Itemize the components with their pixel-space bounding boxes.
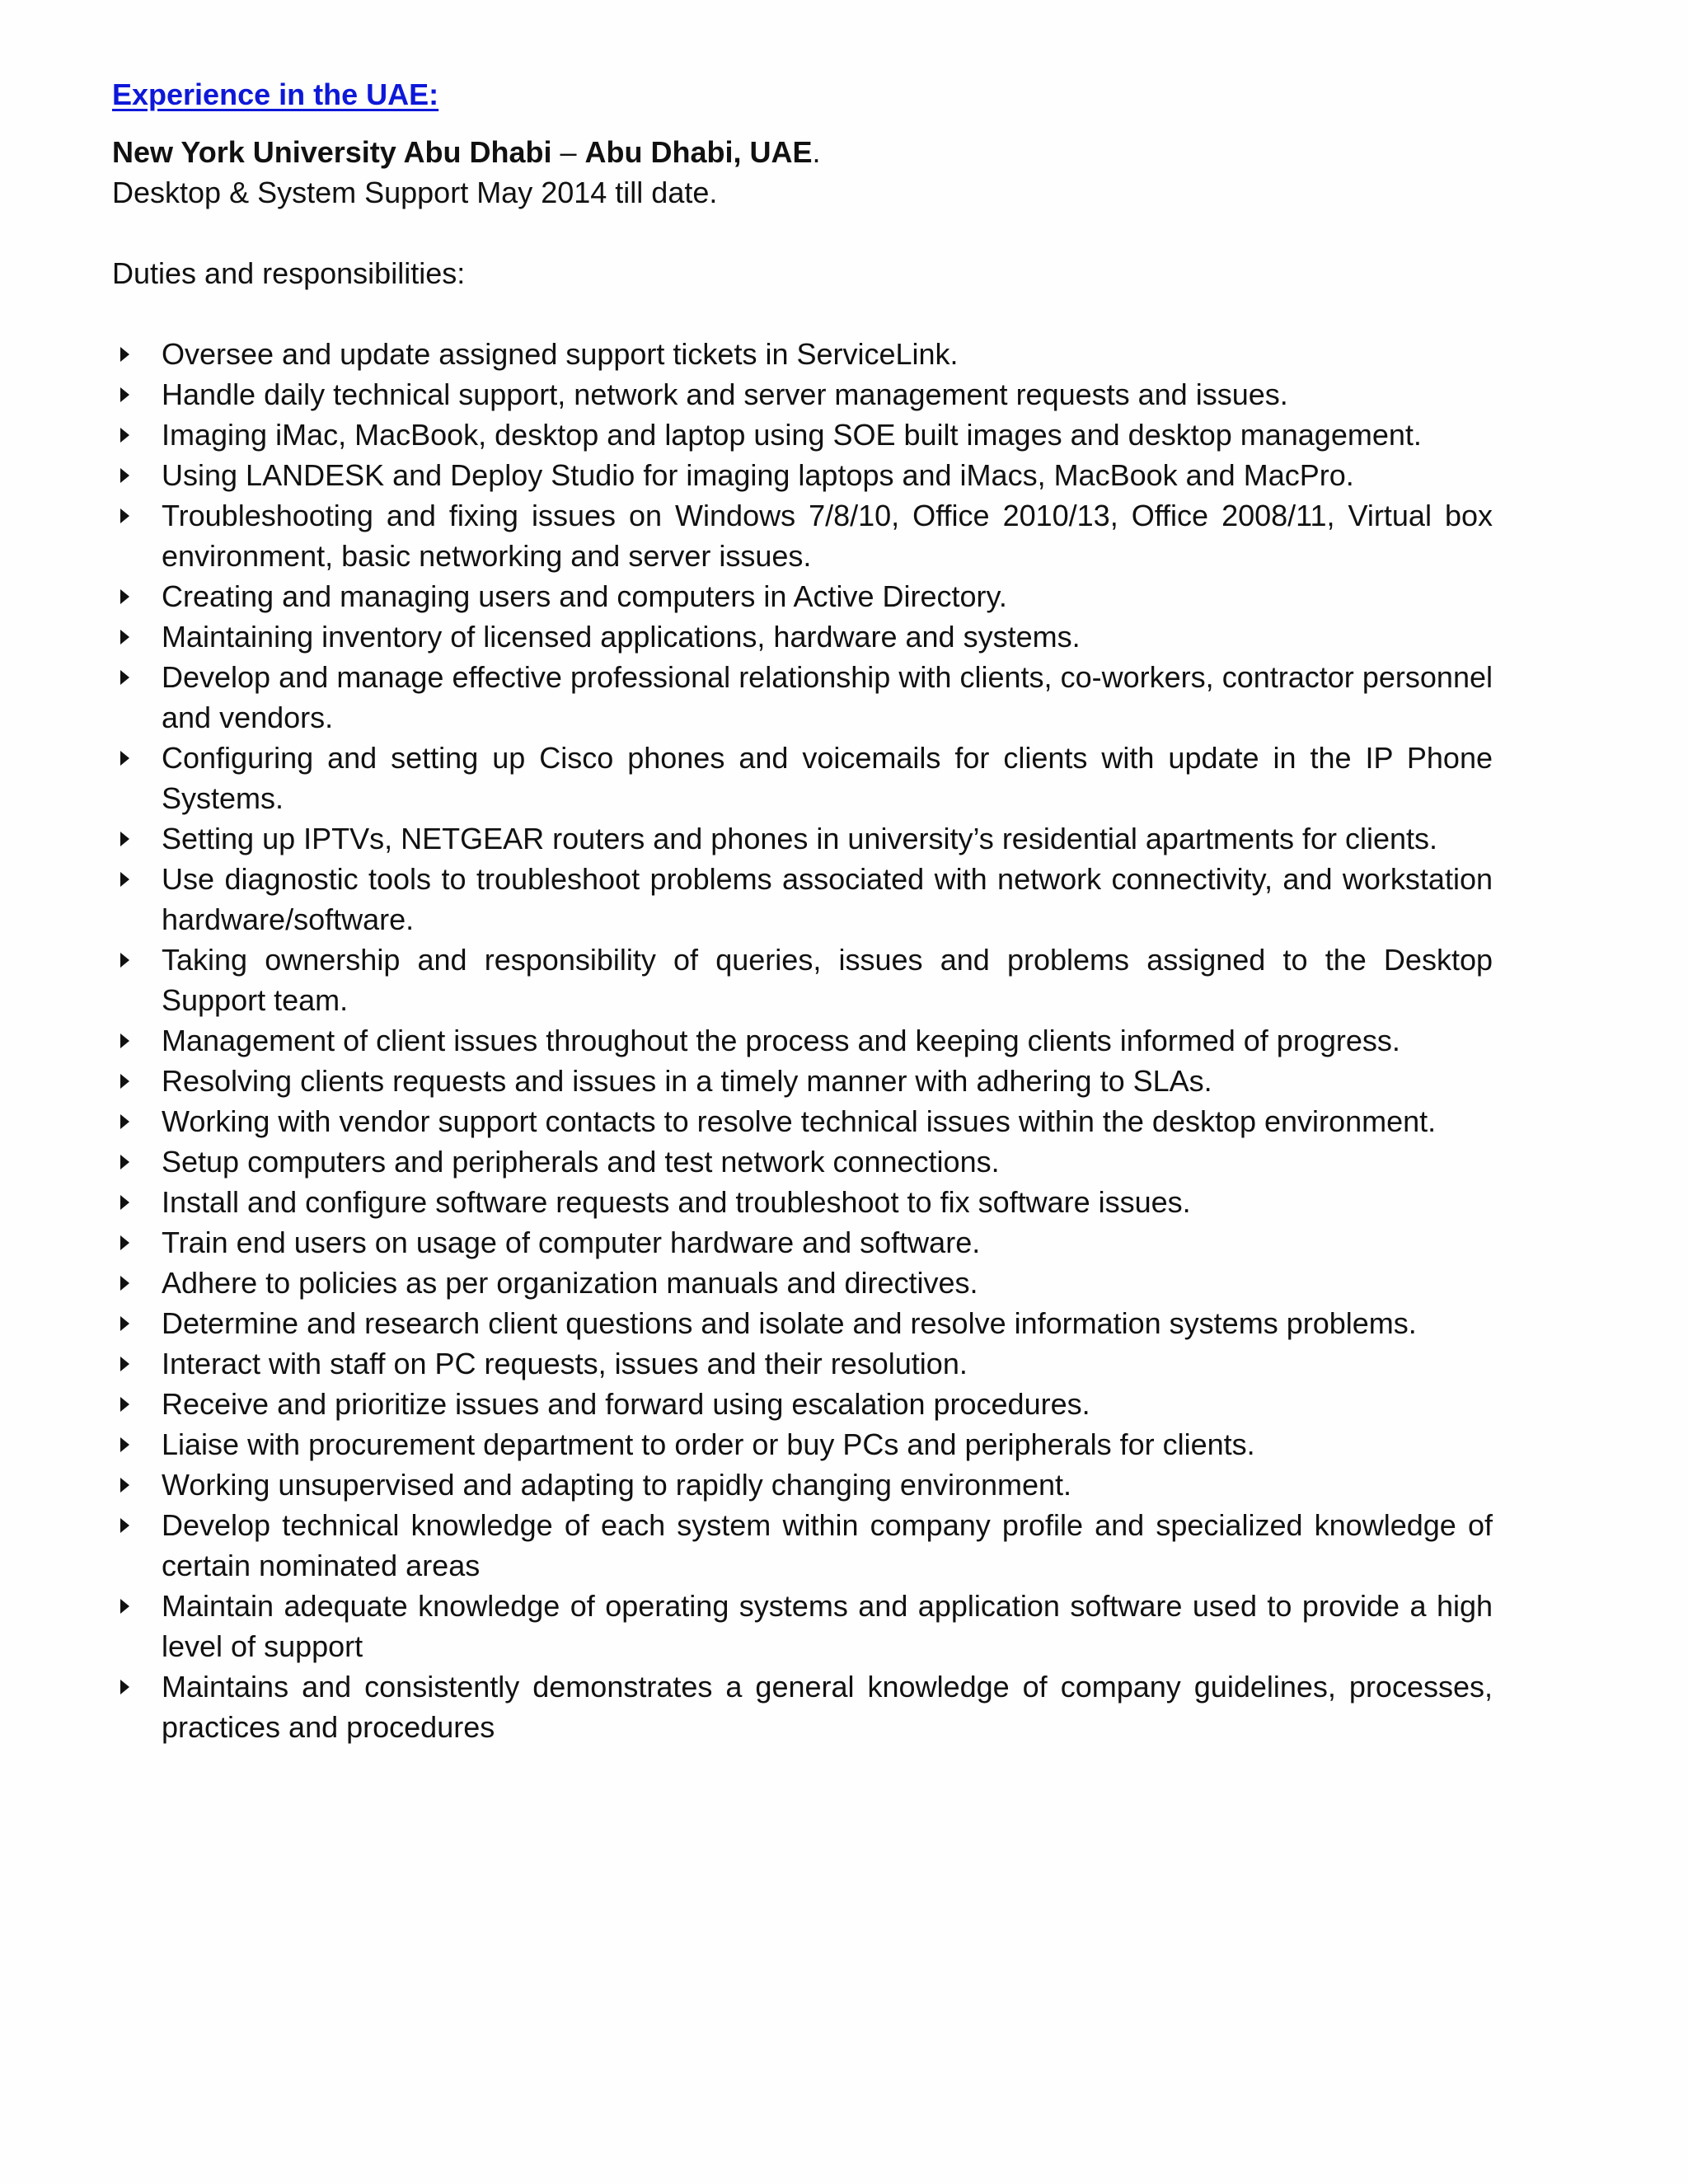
list-item: [112, 859, 1493, 940]
triangle-bullet-icon: [120, 1033, 129, 1048]
list-item: [112, 1384, 1493, 1424]
triangle-bullet-icon: [120, 1680, 129, 1694]
duty-text: Adhere to policies as per organization manuals and directives.: [162, 1266, 978, 1300]
employer-separator: –: [551, 135, 585, 169]
duty-text: Receive and prioritize issues and forward using escalation procedures.: [162, 1387, 1090, 1421]
list-item: [112, 1465, 1493, 1505]
triangle-bullet-icon: [120, 1114, 129, 1129]
duties-list: [112, 334, 1493, 1747]
list-item: [112, 1263, 1493, 1303]
duty-text: Troubleshooting and fixing issues on Windows 7/8/10, Office 2010/13, Office 2008/11, Virtual box environment, basic networking and server issues.: [162, 499, 1493, 573]
triangle-bullet-icon: [120, 1518, 129, 1533]
list-item: [112, 495, 1493, 576]
list-item: [112, 1666, 1493, 1747]
list-item: [112, 1303, 1493, 1343]
list-item: [112, 616, 1493, 657]
duty-text: Oversee and update assigned support tickets in ServiceLink.: [162, 337, 959, 371]
duty-text: Using LANDESK and Deploy Studio for imaging laptops and iMacs, MacBook and MacPro.: [162, 458, 1354, 492]
triangle-bullet-icon: [120, 1357, 129, 1371]
duty-text: Configuring and setting up Cisco phones and voicemails for clients with update in the IP Phone Systems.: [162, 741, 1493, 815]
list-item: [112, 1061, 1493, 1101]
list-item: [112, 455, 1493, 495]
duty-text: Interact with staff on PC requests, issues and their resolution.: [162, 1347, 968, 1380]
list-item: [112, 1101, 1493, 1141]
triangle-bullet-icon: [120, 1397, 129, 1412]
triangle-bullet-icon: [120, 1235, 129, 1250]
triangle-bullet-icon: [120, 1316, 129, 1331]
list-item: [112, 1020, 1493, 1061]
triangle-bullet-icon: [120, 630, 129, 644]
list-item: [112, 738, 1493, 818]
triangle-bullet-icon: [120, 589, 129, 604]
duty-text: Develop and manage effective professional relationship with clients, co-workers, contractor personnel and vendors.: [162, 660, 1493, 734]
triangle-bullet-icon: [120, 1437, 129, 1452]
duty-text: Maintain adequate knowledge of operating systems and application software used to provide a high level of support: [162, 1589, 1493, 1663]
triangle-bullet-icon: [120, 1599, 129, 1614]
list-item: [112, 334, 1493, 374]
employer-location: Abu Dhabi, UAE: [584, 135, 813, 169]
triangle-bullet-icon: [120, 1276, 129, 1291]
employer-trailing: .: [812, 135, 821, 169]
resume-content: [112, 74, 1493, 1747]
list-item: [112, 576, 1493, 616]
triangle-bullet-icon: [120, 832, 129, 846]
duty-text: Taking ownership and responsibility of queries, issues and problems assigned to the Desktop Support team.: [162, 943, 1493, 1017]
list-item: [112, 940, 1493, 1020]
list-item: [112, 657, 1493, 738]
duty-text: Maintains and consistently demonstrates a general knowledge of company guidelines, processes, practices and procedures: [162, 1670, 1493, 1744]
duty-text: Determine and research client questions and isolate and resolve information systems problems.: [162, 1306, 1417, 1340]
triangle-bullet-icon: [120, 872, 129, 887]
list-item: [112, 1424, 1493, 1465]
list-item: [112, 1141, 1493, 1182]
duty-text: Management of client issues throughout the process and keeping clients informed of progress.: [162, 1024, 1400, 1057]
triangle-bullet-icon: [120, 428, 129, 443]
duty-text: Handle daily technical support, network and server management requests and issues.: [162, 377, 1288, 411]
duty-text: Working with vendor support contacts to resolve technical issues within the desktop environment.: [162, 1104, 1437, 1138]
triangle-bullet-icon: [120, 347, 129, 362]
triangle-bullet-icon: [120, 670, 129, 685]
role-line: Desktop & System Support May 2014 till date.: [112, 176, 718, 209]
list-item: [112, 1586, 1493, 1666]
list-item: [112, 1505, 1493, 1586]
duty-text: Use diagnostic tools to troubleshoot problems associated with network connectivity, and workstation hardware/software.: [162, 862, 1493, 936]
employer-line: [112, 132, 1493, 172]
triangle-bullet-icon: [120, 1478, 129, 1493]
duty-text: Develop technical knowledge of each system within company profile and specialized knowledge of certain nominated areas: [162, 1508, 1493, 1582]
list-item: [112, 415, 1493, 455]
duty-text: Imaging iMac, MacBook, desktop and laptop using SOE built images and desktop management.: [162, 418, 1422, 452]
list-item: [112, 374, 1493, 415]
duty-text: Train end users on usage of computer hardware and software.: [162, 1226, 981, 1259]
list-item: [112, 1343, 1493, 1384]
triangle-bullet-icon: [120, 1155, 129, 1169]
triangle-bullet-icon: [120, 1074, 129, 1089]
duty-text: Liaise with procurement department to order or buy PCs and peripherals for clients.: [162, 1427, 1255, 1461]
triangle-bullet-icon: [120, 387, 129, 402]
duty-text: Resolving clients requests and issues in a timely manner with adhering to SLAs.: [162, 1064, 1212, 1098]
duty-text: Working unsupervised and adapting to rapidly changing environment.: [162, 1468, 1072, 1502]
employer-name: New York University Abu Dhabi: [112, 135, 552, 169]
triangle-bullet-icon: [120, 953, 129, 968]
list-item: [112, 1182, 1493, 1222]
duty-text: Setting up IPTVs, NETGEAR routers and phones in university’s residential apartments for clients.: [162, 822, 1438, 855]
duty-text: Maintaining inventory of licensed applications, hardware and systems.: [162, 620, 1081, 654]
triangle-bullet-icon: [120, 509, 129, 523]
triangle-bullet-icon: [120, 468, 129, 483]
duty-text: Install and configure software requests and troubleshoot to fix software issues.: [162, 1185, 1191, 1219]
duties-label: Duties and responsibilities:: [112, 256, 466, 290]
duty-text: Creating and managing users and computers in Active Directory.: [162, 579, 1007, 613]
list-item: [112, 1222, 1493, 1263]
triangle-bullet-icon: [120, 751, 129, 766]
section-heading: Experience in the UAE:: [112, 77, 439, 111]
triangle-bullet-icon: [120, 1195, 129, 1210]
list-item: [112, 818, 1493, 859]
duty-text: Setup computers and peripherals and test network connections.: [162, 1145, 1000, 1179]
